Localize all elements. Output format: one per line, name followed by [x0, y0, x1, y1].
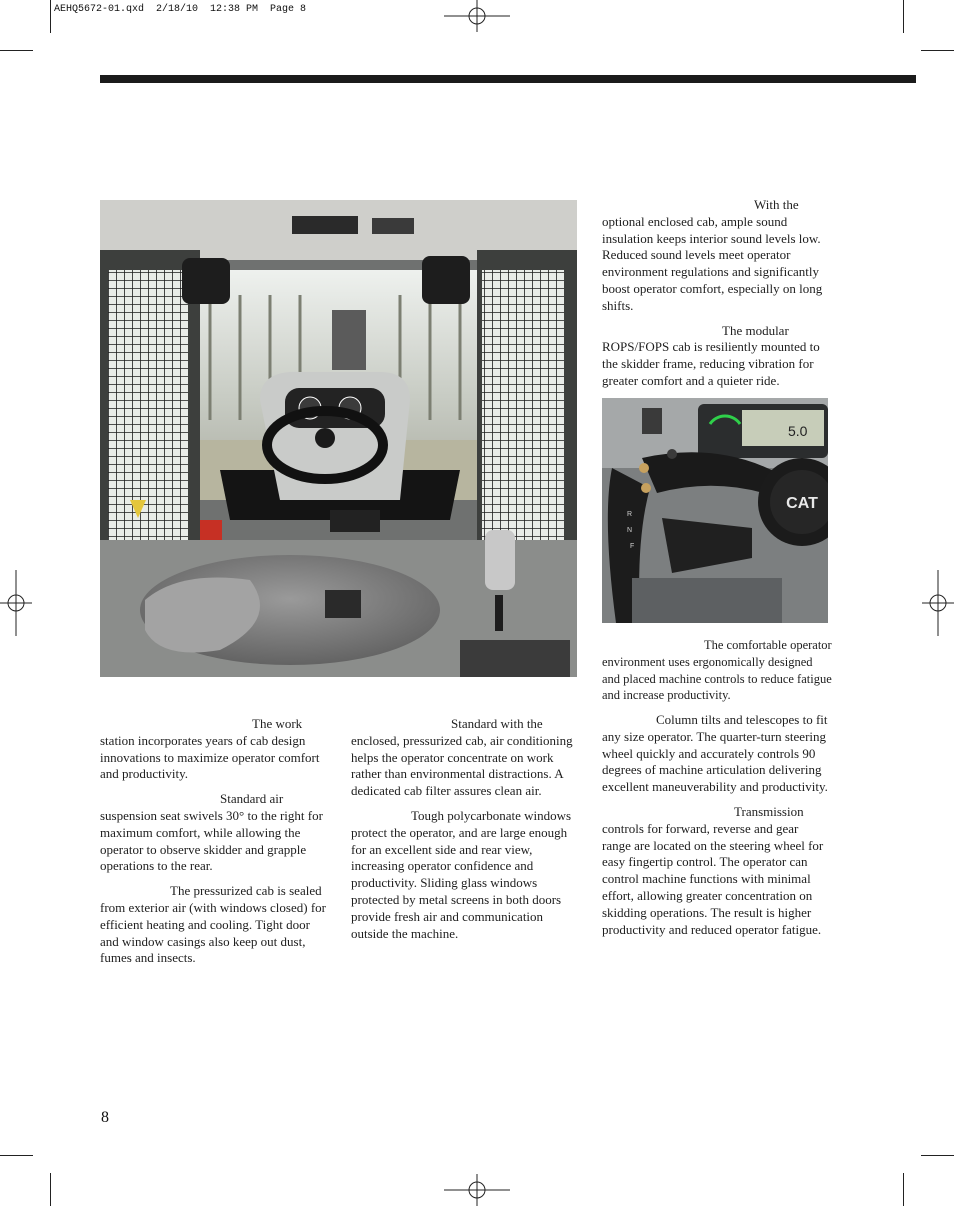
gauge-readout: 5.0 [788, 423, 808, 439]
registration-mark-right [922, 570, 954, 636]
pressurized-cab-paragraph: The pressurized cab is sealed from exterior air (with windows closed) for efficient heating and cooling. Tight door and window casings also keep out dust, fumes and insects. [100, 883, 326, 966]
windows-paragraph: Tough polycarbonate windows protect the operator, and are large enough for an excellent side and rear view, increasing operator confidence and productivity. Sliding glass windows protected by metal screens in both doors provide fresh air and communication outside the machine. [351, 807, 572, 941]
workstation-paragraph: The work station incorporates years of cab design innovations to maximize operator comfort and productivity. [100, 716, 320, 782]
registration-mark-top [444, 0, 510, 32]
column-1 [100, 716, 328, 975]
seat-paragraph: Standard air suspension seat swivels 30° to the right for maximum comfort, while allowing the operator to observe skidder and grapple operations to the rear. [100, 791, 323, 874]
rops-paragraph: The modular ROPS/FOPS cab is resiliently mounted to the skidder frame, reducing vibration for greater comfort and a quieter ride. [602, 322, 820, 388]
cat-logo: CAT [786, 495, 818, 512]
air-conditioning-paragraph: Standard with the enclosed, pressurized cab, air conditioning helps the operator concentrate on work rather than environmental distractions. A dedicated cab filter assures clean air. [351, 716, 573, 799]
shift-letter-n: N [627, 527, 633, 534]
column-3 [602, 712, 830, 946]
printer-slug-line: AEHQ5672-01.qxd 2/18/10 12:38 PM Page 8 [54, 4, 307, 15]
transmission-paragraph: Transmission controls for forward, reverse and gear range are located on the steering wheel for easy fingertip control. The operator can control machine functions with minimal effort, allowing greater concentration on skidding operations. The result is higher productivity and reduced operator fatigue. [602, 803, 824, 937]
registration-mark-left [0, 570, 32, 636]
photo-caption: The comfortable operator environment uses ergonomically designed and placed machine controls to reduce fatigue and increase productivity. [602, 638, 832, 703]
header-rule [100, 75, 916, 83]
registration-mark-bottom [444, 1174, 510, 1206]
steering-wheel-detail-photo [602, 398, 828, 623]
cab-interior-photo [100, 200, 577, 677]
shift-letter-r: R [627, 511, 633, 518]
column-2 [351, 716, 579, 950]
right-column-top [602, 197, 830, 398]
shift-letter-f: F [630, 543, 635, 550]
steering-column-paragraph: Column tilts and telescopes to fit any size operator. The quarter-turn steering wheel quickly and accurately controls 90 degrees of machine articulation delivering excellent maneuverability and productivity. [602, 712, 828, 795]
sound-paragraph: With the optional enclosed cab, ample sound insulation keeps interior sound levels low. Reduced sound levels meet operator environment regulations and significantly boost operator comfort, especially on long shifts. [602, 197, 823, 313]
page-number: 8 [101, 1109, 109, 1126]
